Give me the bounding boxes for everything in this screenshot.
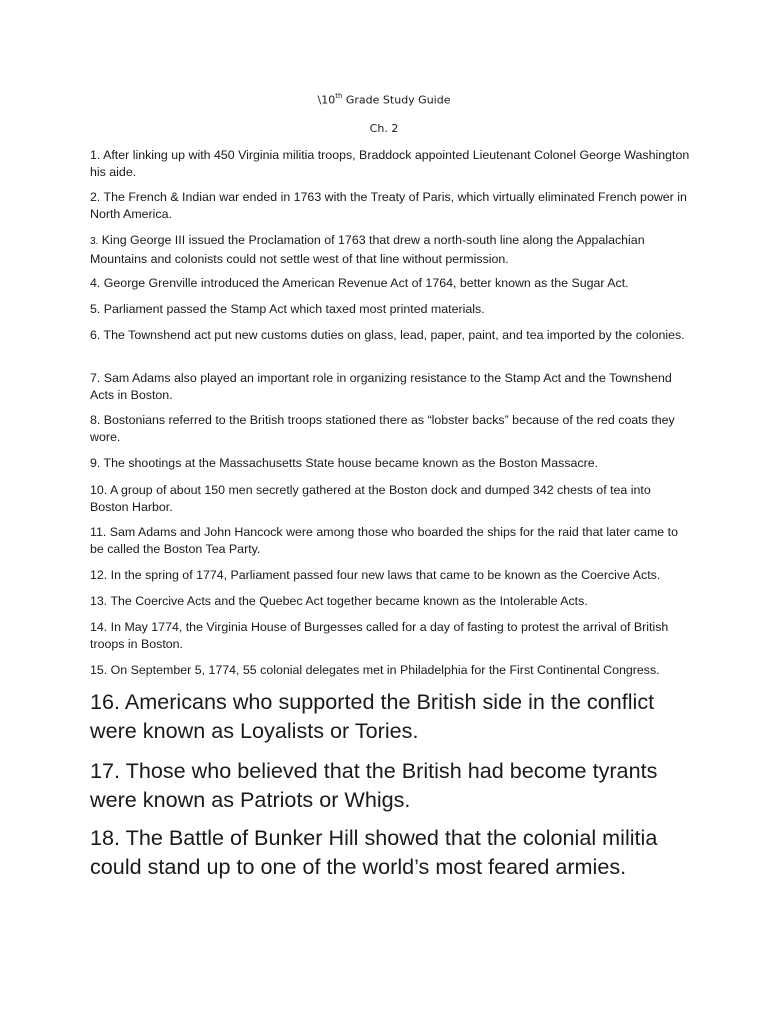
study-item-5: 5. Parliament passed the Stamp Act which taxed most printed materials. [90,302,485,316]
title-prefix: \10 [317,93,336,107]
study-item-16: 16. Americans who supported the British side in the conflict were known as Loyalists or Tories. [90,689,655,743]
page-title [0,93,768,107]
study-item-3-number: 3. [90,236,99,247]
study-item-13: 13. The Coercive Acts and the Quebec Act together became known as the Intolerable Acts. [90,594,588,608]
study-item-10: 10. A group of about 150 men secretly gathered at the Boston dock and dumped 342 chests of tea into Boston Harbor. [90,483,651,514]
study-item-14: 14. In May 1774, the Virginia House of Burgesses called for a day of fasting to protest the arrival of British troops in Boston. [90,620,669,651]
study-item-1: 1. After linking up with 450 Virginia militia troops, Braddock appointed Lieutenant Colonel George Washington his aide. [90,148,690,179]
study-item-15: 15. On September 5, 1774, 55 colonial delegates met in Philadelphia for the First Continental Congress. [90,663,660,677]
chapter-label: Ch. 2 [369,122,399,135]
study-item-8: 8. Bostonians referred to the British troops stationed there as “lobster backs” because of the red coats they wore. [90,413,675,444]
study-item-18: 18. The Battle of Bunker Hill showed that the colonial militia could stand up to one of the world’s most feared armies. [90,825,658,879]
study-item-11: 11. Sam Adams and John Hancock were among those who boarded the ships for the raid that later came to be called the Boston Tea Party. [90,525,678,556]
study-item-3-text: King George III issued the Proclamation of 1763 that drew a north-south line along the Appalachian Mountains and colonists could not settle west of that line without permission. [90,233,645,266]
study-item-3 [90,232,690,267]
study-item-17: 17. Those who believed that the British had become tyrants were known as Patriots or Whigs. [90,758,658,812]
study-item-4: 4. George Grenville introduced the American Revenue Act of 1764, better known as the Sugar Act. [90,276,629,290]
study-item-6: 6. The Townshend act put new customs duties on glass, lead, paper, paint, and tea imported by the colonies. [90,328,685,342]
title-superscript: th [335,92,343,100]
study-item-9: 9. The shootings at the Massachusetts State house became known as the Boston Massacre. [90,456,599,470]
study-item-12: 12. In the spring of 1774, Parliament passed four new laws that came to be known as the Coercive Acts. [90,568,661,582]
study-item-2: 2. The French & Indian war ended in 1763 with the Treaty of Paris, which virtually eliminated French power in North America. [90,190,687,221]
title-suffix: Grade Study Guide [342,93,451,107]
study-item-7: 7. Sam Adams also played an important role in organizing resistance to the Stamp Act and the Townshend Acts in Boston. [90,371,672,402]
